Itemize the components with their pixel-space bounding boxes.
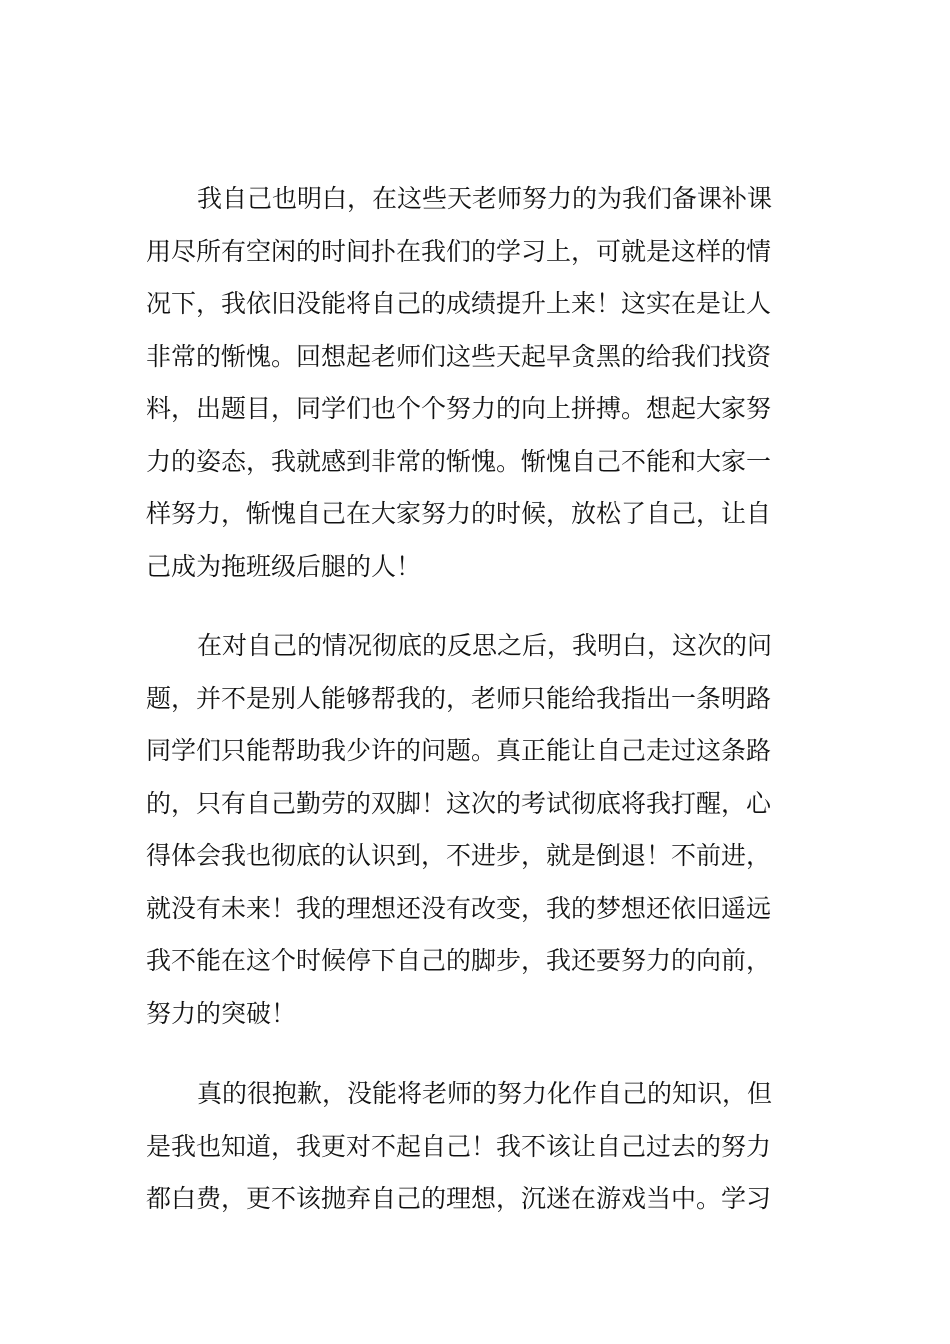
paragraph-line: 样努力，惭愧自己在大家努力的时候，放松了自己，让自 xyxy=(146,499,772,528)
paragraph-line: 得体会我也彻底的认识到，不进步，就是倒退！不前进， xyxy=(146,841,772,870)
paragraph-line: 在对自己的情况彻底的反思之后，我明白，这次的问 xyxy=(197,631,773,660)
paragraph-line: 料，出题目，同学们也个个努力的向上拼搏。想起大家努 xyxy=(146,394,772,423)
paragraph-line: 同学们只能帮助我少许的问题。真正能让自己走过这条路 xyxy=(146,736,772,765)
paragraph-2 xyxy=(146,620,816,1040)
paragraph-line: 己成为拖班级后腿的人！ xyxy=(146,551,422,581)
paragraph-line: 用尽所有空闲的时间扑在我们的学习上，可就是这样的情 xyxy=(146,236,772,266)
paragraph-line: 真的很抱歉，没能将老师的努力化作自己的知识，但 xyxy=(197,1079,773,1108)
paragraph-line: 况下，我依旧没能将自己的成绩提升上来！这实在是让人 xyxy=(146,289,772,318)
paragraph-line: 我自己也明白，在这些天老师努力的为我们备课补课 xyxy=(197,184,773,213)
paragraph-line: 的，只有自己勤劳的双脚！这次的考试彻底将我打醒，心 xyxy=(146,788,772,818)
paragraph-line: 非常的惭愧。回想起老师们这些天起早贪黑的给我们找资 xyxy=(146,341,772,371)
paragraph-3 xyxy=(146,1068,816,1226)
paragraph-line: 就没有未来！我的理想还没有改变，我的梦想还依旧遥远 xyxy=(146,893,772,923)
paragraph-line: 我不能在这个时候停下自己的脚步，我还要努力的向前， xyxy=(146,946,772,975)
paragraph-line: 题，并不是别人能够帮我的，老师只能给我指出一条明路 xyxy=(146,683,772,713)
paragraph-line: 都白费，更不该抛弃自己的理想，沉迷在游戏当中。学习 xyxy=(146,1184,772,1213)
paragraph-line: 力的姿态，我就感到非常的惭愧。惭愧自己不能和大家一 xyxy=(146,446,772,476)
paragraph-line: 努力的突破！ xyxy=(146,998,297,1028)
paragraph-line: 是我也知道，我更对不起自己！我不该让自己过去的努力 xyxy=(146,1131,772,1161)
paragraph-1 xyxy=(146,173,816,593)
